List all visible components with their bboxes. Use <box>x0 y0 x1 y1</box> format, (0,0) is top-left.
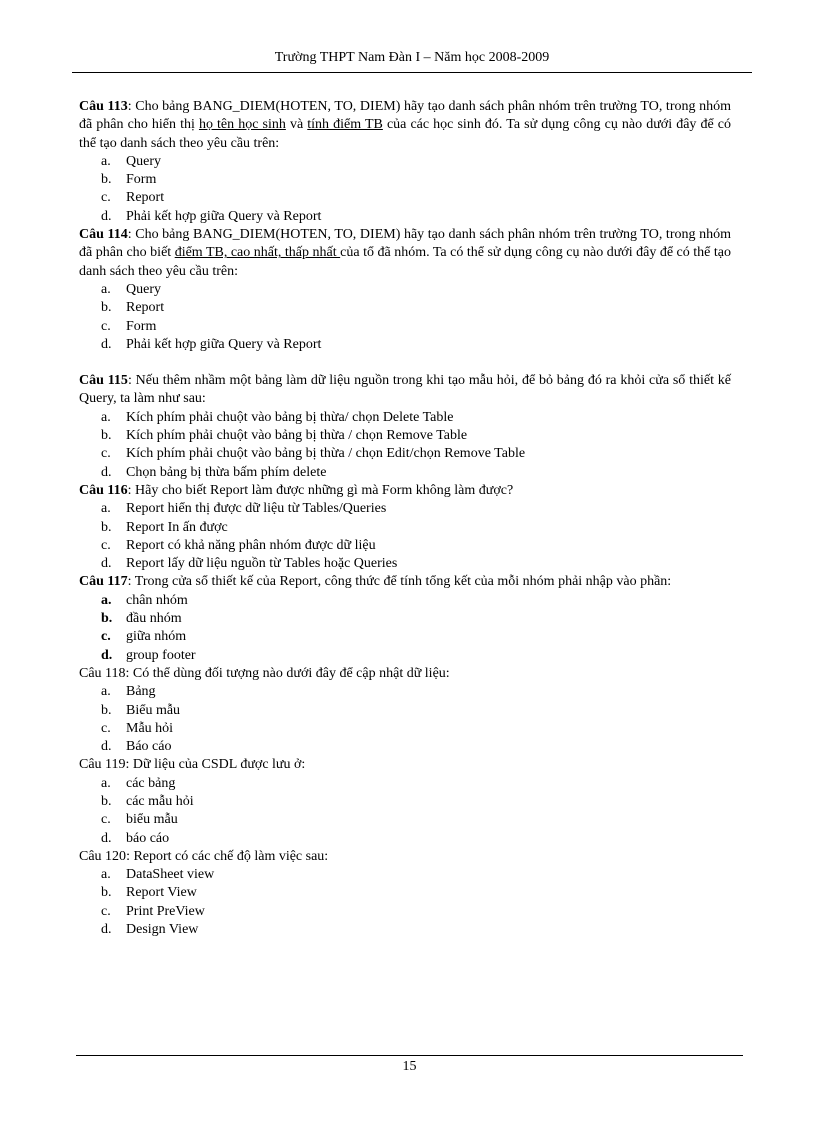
answer-option <box>79 500 731 518</box>
option-list <box>79 500 731 573</box>
answer-option <box>79 921 731 939</box>
option-text: Query <box>126 281 161 297</box>
option-text: đầu nhóm <box>126 611 182 627</box>
option-text: Design View <box>126 922 199 938</box>
question-number: Câu 115 <box>79 373 128 389</box>
option-text: Print PreView <box>126 903 205 919</box>
option-text: Report lấy dữ liệu nguồn từ Tables hoặc Queries <box>126 556 398 572</box>
question-text: của tổ đã nhóm. Ta có thể sử dụng công cụ nào dưới đây để có thể tạo danh sách theo yêu cầu trên: <box>79 245 731 279</box>
question-number: Câu 118 <box>79 665 126 681</box>
option-letter: b. <box>101 885 112 901</box>
answer-option <box>79 738 731 756</box>
answer-option <box>79 647 731 665</box>
question-block <box>79 482 731 573</box>
option-letter: d. <box>101 556 112 572</box>
option-letter: d. <box>101 208 112 224</box>
answer-option <box>79 537 731 555</box>
question-text: : Report có các chế độ làm việc sau: <box>126 848 329 864</box>
answer-option <box>79 610 731 628</box>
answer-option <box>79 592 731 610</box>
option-letter: c. <box>101 903 111 919</box>
question-stem <box>79 226 731 281</box>
option-text: các bảng <box>126 775 176 791</box>
answer-option <box>79 336 731 354</box>
question-number: Câu 120 <box>79 848 127 864</box>
option-text: Mẫu hỏi <box>126 720 174 736</box>
option-letter: c. <box>101 537 111 553</box>
option-letter: a. <box>101 281 111 297</box>
option-text: Query <box>126 153 161 169</box>
question-text: : Trong cửa sổ thiết kế của Report, công thức để tính tổng kết của mỗi nhóm phải nhập vào phần: <box>127 574 672 590</box>
question-stem <box>79 372 731 409</box>
option-list <box>79 153 731 226</box>
option-text: Kích phím phải chuột vào bảng bị thừa/ chọn Delete Table <box>126 409 454 425</box>
option-text: Phải kết hợp giữa Query và Report <box>126 208 322 224</box>
question-number: Câu 117 <box>79 574 128 590</box>
question-number: Câu 114 <box>79 227 128 243</box>
option-text: group footer <box>126 647 196 663</box>
option-letter: c. <box>101 812 111 828</box>
option-letter: c. <box>101 446 111 462</box>
question-stem <box>79 98 731 153</box>
question-text: của các học sinh đó. Ta sử dụng công cụ nào dưới đây để có thể tạo danh sách theo yêu cầu trên: <box>79 117 732 151</box>
option-letter: b. <box>101 702 112 718</box>
question-number: Câu 119 <box>79 757 126 773</box>
question-text: : Dữ liệu của CSDL được lưu ở: <box>125 757 306 773</box>
question-stem <box>79 573 731 591</box>
answer-option <box>79 775 731 793</box>
option-letter: c. <box>101 318 111 334</box>
question-stem <box>79 756 731 774</box>
question-block <box>79 848 731 939</box>
option-list <box>79 281 731 354</box>
answer-option <box>79 318 731 336</box>
option-text: chân nhóm <box>126 592 188 608</box>
page-header: Trường THPT Nam Đàn I – Năm học 2008-2009 <box>274 50 550 65</box>
answer-option <box>79 171 731 189</box>
option-letter: b. <box>101 428 112 444</box>
answer-option <box>79 464 731 482</box>
option-letter: c. <box>101 190 111 206</box>
option-list <box>79 683 731 756</box>
answer-option <box>79 683 731 701</box>
option-text: Report <box>126 300 165 316</box>
option-letter: d. <box>101 336 112 352</box>
option-text: Form <box>126 318 157 334</box>
question-number: Câu 113 <box>79 99 128 114</box>
answer-option <box>79 153 731 171</box>
option-text: Kích phím phải chuột vào bảng bị thừa / chọn Edit/chọn Remove Table <box>126 446 526 462</box>
option-letter: b. <box>101 519 112 535</box>
answer-option <box>79 884 731 902</box>
answer-option <box>79 208 731 226</box>
question-block <box>79 372 731 482</box>
option-letter: d. <box>101 464 112 480</box>
option-text: Bảng <box>126 684 156 700</box>
option-text: giữa nhóm <box>126 629 187 645</box>
option-text: Báo cáo <box>126 739 172 755</box>
question-block <box>79 756 731 847</box>
option-text: Report có khả năng phân nhóm được dữ liệu <box>126 537 376 553</box>
option-list <box>79 866 731 939</box>
option-letter: c. <box>101 629 111 645</box>
option-letter: a. <box>101 501 111 517</box>
option-letter: a. <box>101 592 112 608</box>
option-letter: b. <box>101 793 112 809</box>
option-letter: b. <box>101 172 112 188</box>
option-letter: d. <box>101 739 112 755</box>
answer-option <box>79 519 731 537</box>
question-text: : Nếu thêm nhầm một bảng làm dữ liệu nguồn trong khi tạo mẫu hỏi, để bỏ bảng đó ra khỏi cửa sổ thiết kế Query, ta làm như sau: <box>79 373 732 407</box>
option-letter: a. <box>101 867 111 883</box>
option-letter: a. <box>101 153 111 169</box>
underlined-phrase: họ tên học sinh <box>198 117 286 133</box>
answer-option <box>79 793 731 811</box>
question-text: : Có thể dùng đối tượng nào dưới đây để cập nhật dữ liệu: <box>125 665 450 681</box>
answer-option <box>79 811 731 829</box>
option-text: Kích phím phải chuột vào bảng bị thừa / chọn Remove Table <box>126 428 468 444</box>
option-text: Report In ấn được <box>126 519 228 535</box>
option-text: Phải kết hợp giữa Query và Report <box>126 336 322 352</box>
option-text: DataSheet view <box>126 867 215 883</box>
footer-rule <box>76 1055 743 1056</box>
question-text: : Cho bảng BANG_DIEM(HOTEN, TO, DIEM) hãy tạo danh sách phân nhóm trên trường TO, trong nhóm đã phân cho hiển thị <box>79 99 731 133</box>
answer-option <box>79 628 731 646</box>
option-letter: b. <box>101 300 112 316</box>
question-text: và <box>285 117 308 133</box>
option-text: Chọn bảng bị thừa bấm phím delete <box>126 464 327 480</box>
option-letter: a. <box>101 684 111 700</box>
option-list <box>79 592 731 665</box>
option-text: báo cáo <box>126 830 170 846</box>
option-list <box>79 409 731 482</box>
option-letter: b. <box>101 611 113 627</box>
option-letter: c. <box>101 720 111 736</box>
question-stem <box>79 848 731 866</box>
question-stem <box>79 665 731 683</box>
option-text: Report <box>126 190 165 206</box>
answer-option <box>79 281 731 299</box>
answer-option <box>79 702 731 720</box>
option-letter: d. <box>101 647 113 663</box>
header-rule <box>72 72 752 73</box>
answer-option <box>79 427 731 445</box>
question-number: Câu 116 <box>79 482 128 498</box>
question-list <box>79 98 731 939</box>
question-block <box>79 665 731 756</box>
underlined-phrase: tính điểm TB <box>307 117 383 133</box>
question-stem <box>79 482 731 500</box>
question-block <box>79 98 731 226</box>
answer-option <box>79 866 731 884</box>
option-letter: d. <box>101 922 112 938</box>
answer-option <box>79 299 731 317</box>
question-block <box>79 573 731 664</box>
option-list <box>79 775 731 848</box>
option-text: các mẫu hỏi <box>126 793 194 809</box>
option-letter: d. <box>101 830 112 846</box>
question-text: : Cho bảng BANG_DIEM(HOTEN, TO, DIEM) hãy tạo danh sách phân nhóm trên trường TO, trong nhóm đã phân cho biết <box>79 227 731 261</box>
page-number: 15 <box>402 1059 417 1074</box>
answer-option <box>79 409 731 427</box>
option-letter: a. <box>101 775 111 791</box>
option-text: biểu mẫu <box>126 812 178 828</box>
answer-option <box>79 720 731 738</box>
answer-option <box>79 189 731 207</box>
question-block <box>79 226 731 354</box>
option-letter: a. <box>101 409 111 425</box>
option-text: Form <box>126 172 157 188</box>
answer-option <box>79 555 731 573</box>
answer-option <box>79 445 731 463</box>
question-text: : Hãy cho biết Report làm được những gì mà Form không làm được? <box>127 482 514 498</box>
option-text: Biểu mẫu <box>126 702 181 718</box>
underlined-phrase: điểm TB, cao nhất, thấp nhất <box>174 245 341 261</box>
answer-option <box>79 830 731 848</box>
answer-option <box>79 903 731 921</box>
option-text: Report View <box>126 885 197 901</box>
option-text: Report hiển thị được dữ liệu từ Tables/Queries <box>126 501 387 517</box>
